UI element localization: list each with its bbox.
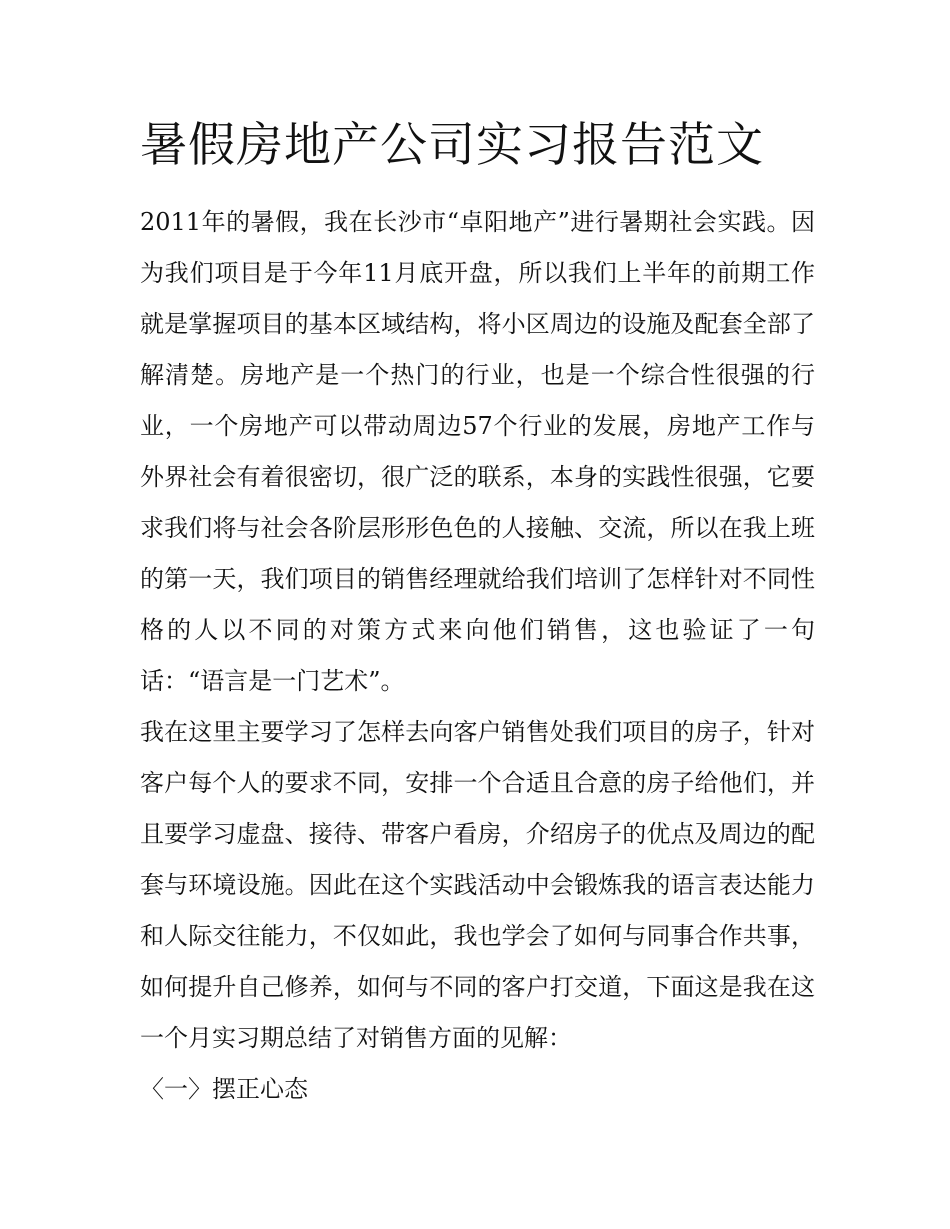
paragraph-sales-learning: 我在这里主要学习了怎样去向客户销售处我们项目的房子，针对客户每个人的要求不同，安排一个合适且合意的房子给他们，并且要学习虚盘、接待、带客户看房，介绍房子的优点及周边的配套与环境设施。因此在这个实践活动中会锻炼我的语言表达能力和人际交往能力，不仅如此，我也学会了如何与同事合作共事，如何提升自己修养，如何与不同的客户打交道，下面这是我在这一个月实习期总结了对销售方面的见解： [140,718,815,1052]
paragraph-internship-intro: 2011年的暑假，我在长沙市“卓阳地产”进行暑期社会实践。因为我们项目是于今年11月底开盘，所以我们上半年的前期工作就是掌握项目的基本区域结构，将小区周边的设施及配套全部了解清楚。房地产是一个热门的行业，也是一个综合性很强的行业，一个房地产可以带动周边57个行业的发展，房地产工作与外界社会有着很密切，很广泛的联系，本身的实践性很强，它要求我们将与社会各阶层形形色色的人接触、交流，所以在我上班的第一天，我们项目的销售经理就给我们培训了怎样针对不同性格的人以不同的对策方式来向他们销售，这也验证了一句话：“语言是一门艺术”。 [140,208,815,695]
section-heading: 〈一〉摆正心态 [140,1075,308,1103]
document-body [140,197,815,1115]
document-title: 暑假房地产公司实习报告范文 [140,118,764,173]
